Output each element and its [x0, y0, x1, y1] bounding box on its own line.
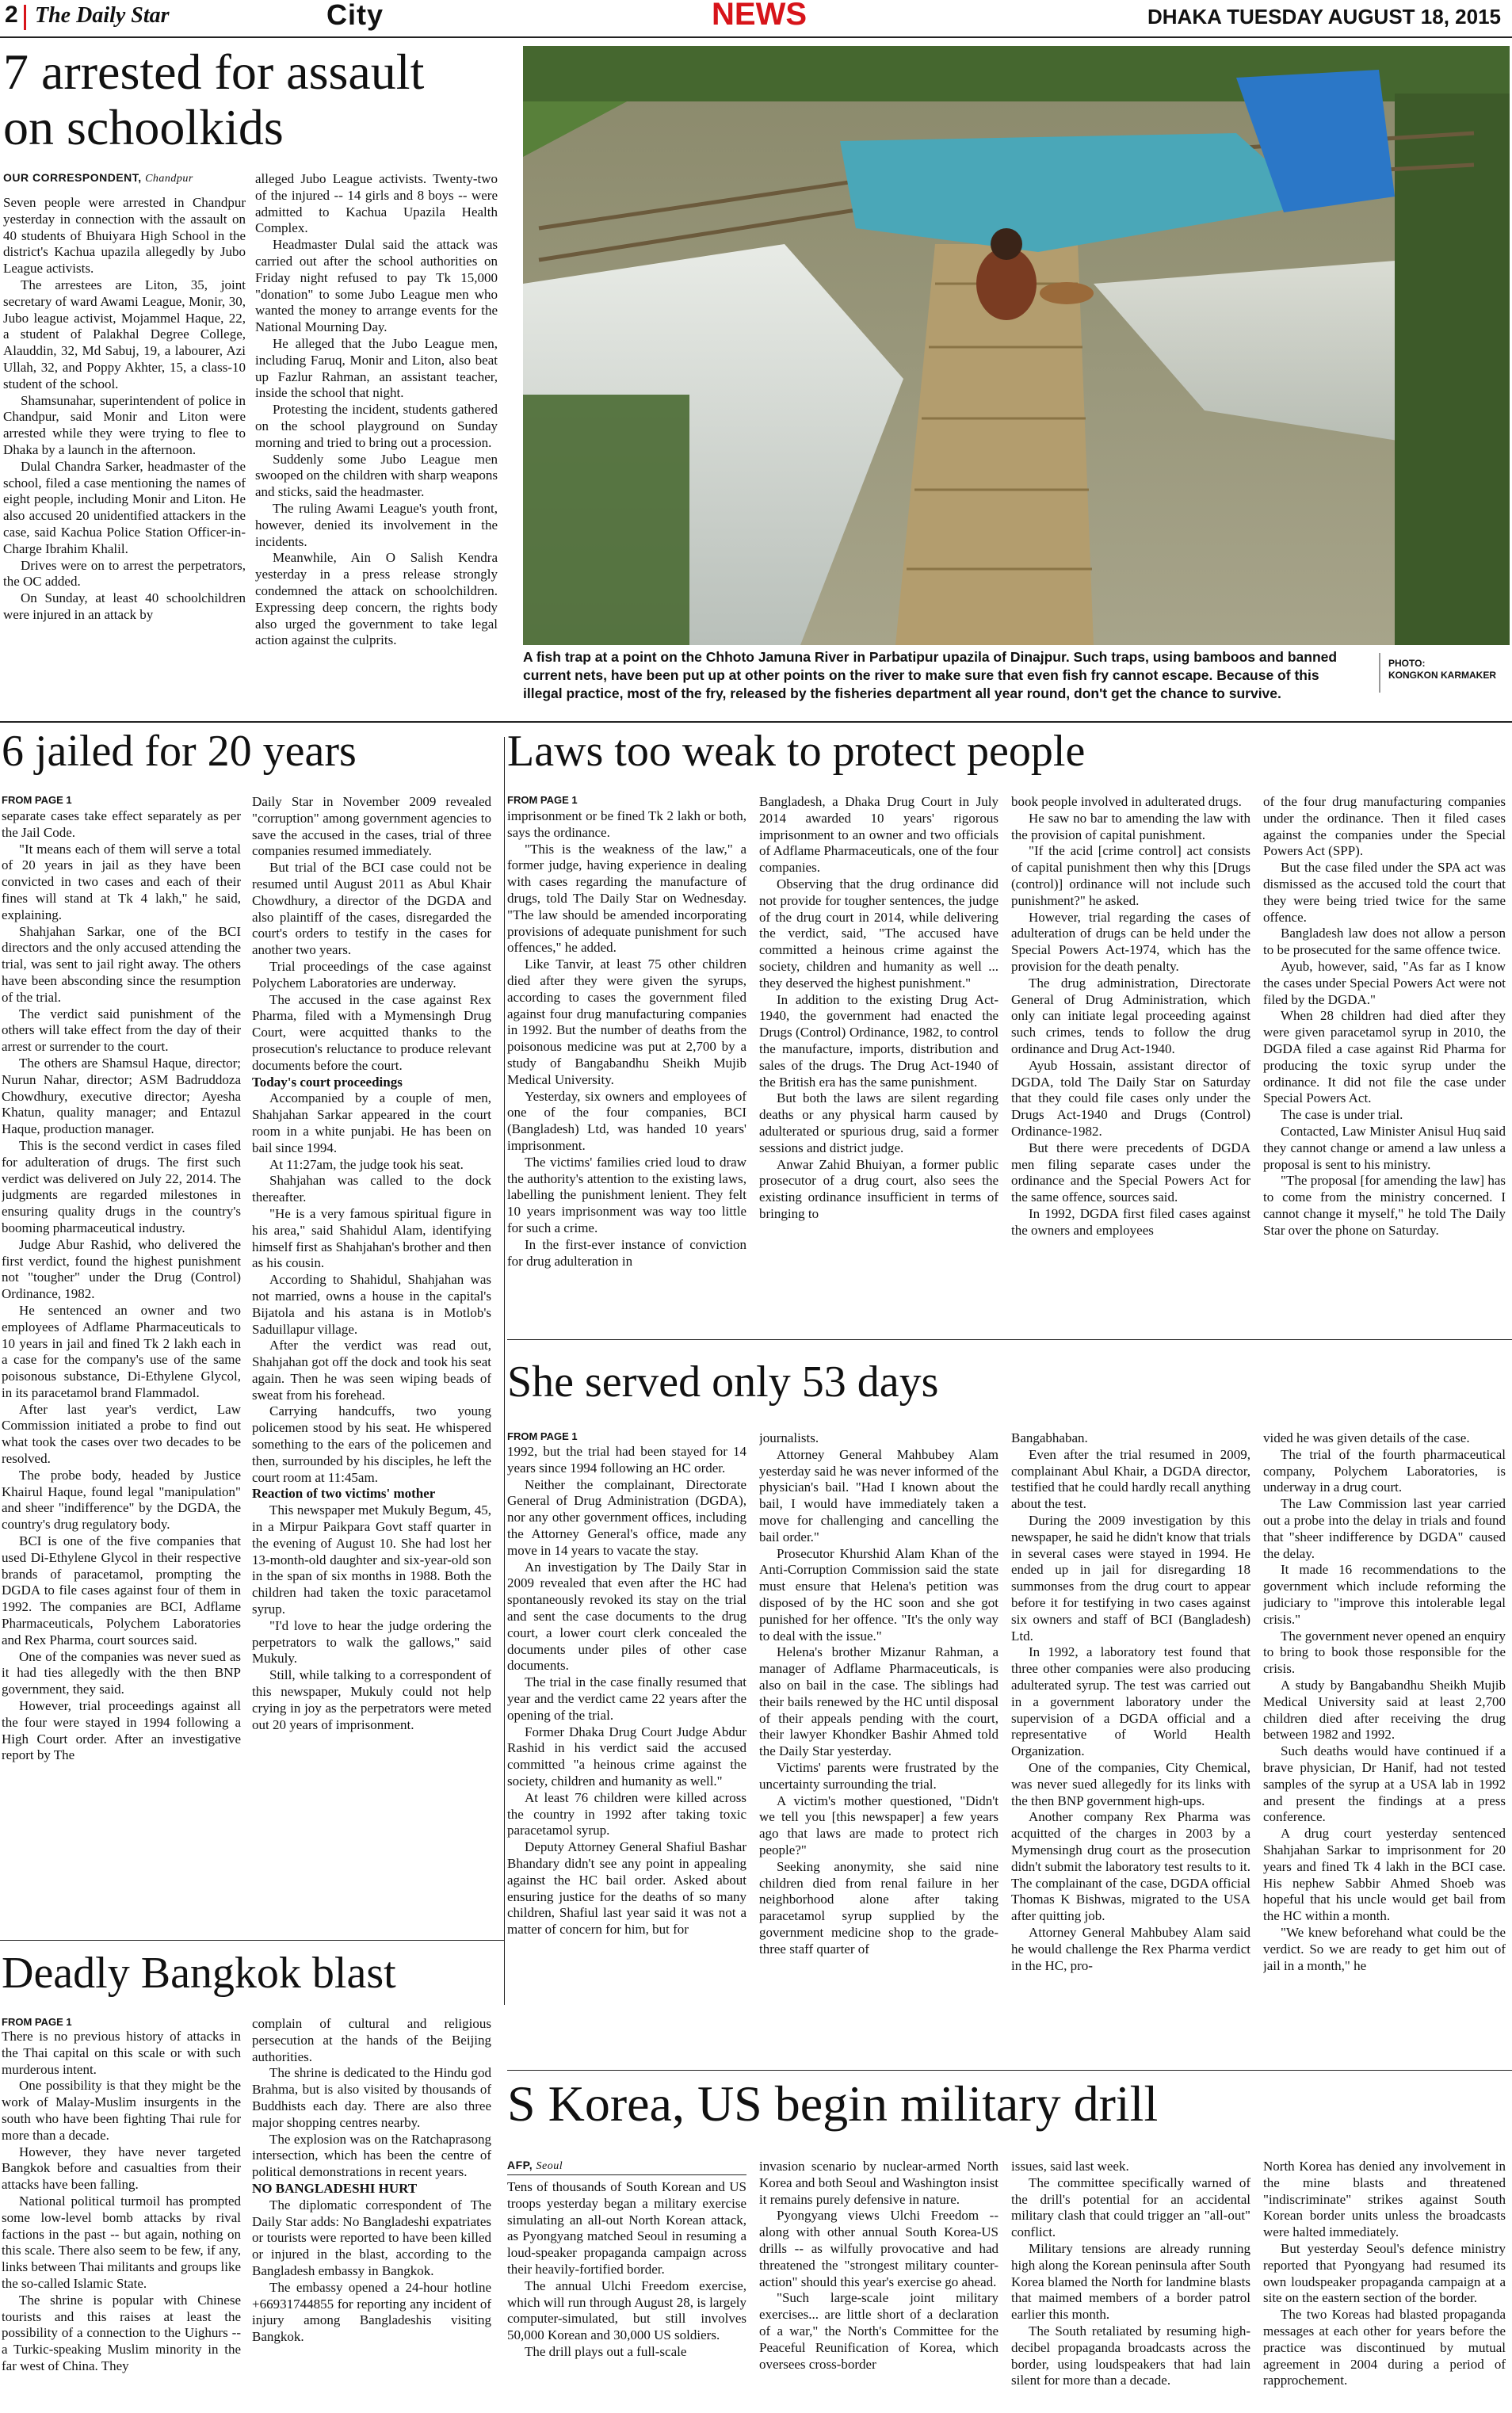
byline-rule: [507, 2174, 746, 2175]
body-paragraph: vided he was given details of the case.: [1263, 1430, 1470, 1445]
body-paragraph: He sentenced an owner and two employees of Adflame Pharmaceuticals to 10 years in jail and fined Tk 2 lakh each in a case for the company's use of the same poisonous substance, Di-Ethylene Glycol, in its paracetamol brand Flammadol.: [2, 1302, 241, 1400]
body-paragraph: 1992, but the trial had been stayed for 14 years since 1994 following an HC order.: [507, 1444, 746, 1476]
body-paragraph: Like Tanvir, at least 75 other children died after they were given the syrups, according to cases the government filed against four drug manufacturing companies in 1992. But the number of deaths from the poisonous medicine was put at 2,700 by a study of Bangabandhu Sheikh Mujib Medical University.: [507, 956, 746, 1087]
body-paragraph: separate cases take effect separately as per the Jail Code.: [2, 808, 241, 840]
body-paragraph: North Korea has denied any involvement in the mine blasts and threatened "indiscriminate" strikes against South Korean border units unless the broadcasts were halted immediately.: [1263, 2159, 1506, 2240]
story5-column-2: [252, 2016, 491, 2411]
body-paragraph: However, trial regarding the cases of adulteration of drugs can be held under the Special Powers Act-1974, which has the provision for the death penalty.: [1011, 909, 1250, 974]
body-paragraph: In 1992, a laboratory test found that three other companies were also producing adulterated syrup. The test was carried out in a government laboratory under the supervision of a DGDA official and a representative of World Health Organization.: [1011, 1644, 1250, 1759]
body-paragraph: Today's court proceedings: [252, 1074, 403, 1090]
story1-headline-line2: on schoolkids: [3, 99, 284, 155]
body-paragraph: In 1992, DGDA first filed cases against the owners and employees: [1011, 1205, 1250, 1238]
story3-headline: Laws too weak to protect people: [507, 727, 1086, 776]
body-paragraph: A victim's mother questioned, "Didn't we tell you [this newspaper] a few years ago that laws are made to protect rich people?": [759, 1793, 998, 1857]
body-paragraph: Shahjahan was called to the dock thereafter.: [252, 1173, 491, 1205]
story3-continued: FROM PAGE 1: [507, 794, 578, 806]
story1-headline-line1: 7 arrested for assault: [3, 44, 425, 100]
story6-column-2: [759, 2159, 998, 2411]
body-paragraph: Observing that the drug ordinance did not provide for tougher sentences, the judge of the drug court in 2014, while delivering the verdict, said, "The accused have committed a heinous crime against the society, children and humanity as well ... they deserved the highest punishment.": [759, 876, 998, 991]
body-paragraph: The Law Commission last year carried out a probe into the delay in trials and found that "sheer indifference by DGDA" caused the delay.: [1263, 1496, 1506, 1561]
story6-byline: [507, 2159, 563, 2173]
body-paragraph: Meanwhile, Ain O Salish Kendra yesterday in a press release strongly condemned the attack on schoolchildren. Expressing deep concern, the rights body also urged the government to take legal action against the culprits.: [255, 550, 498, 648]
body-paragraph: journalists.: [759, 1430, 819, 1445]
story4-column-4: [1263, 1430, 1506, 2062]
body-paragraph: It made 16 recommendations to the government which include reforming the judiciary to "improve this intolerable legal crisis.": [1263, 1562, 1506, 1627]
caption-rule: [1379, 653, 1380, 693]
story4-column-2: [759, 1430, 998, 2062]
body-paragraph: The shrine is popular with Chinese tourists and this raises at least the possibility of a connection to the Uighurs -- a Turkic-speaking Muslim minority in the far west of China. They: [2, 2292, 241, 2373]
edition-date: DHAKA TUESDAY AUGUST 18, 2015: [1147, 5, 1501, 29]
body-paragraph: Another company Rex Pharma was acquitted of the charges in 2003 by a Mymensingh drug court as the prosecution didn't submit the laboratory test results to it. The complainant of the case, DGDA official Thomas K Bishwas, migrated to the USA after quitting job.: [1011, 1809, 1250, 1924]
body-paragraph: The trial in the case finally resumed that year and the verdict came 22 years after the opening of the trial.: [507, 1674, 746, 1723]
body-paragraph: A drug court yesterday sentenced Shahjahan Sarkar to imprisonment for 20 years and fined Tk 4 lakh in the BCI case. His nephew Sabbir Ahmed Shoeb was hopeful that his uncle would get bail from the HC within a month.: [1263, 1826, 1506, 1924]
body-paragraph: The drill plays out a full-scale: [525, 2343, 687, 2359]
body-paragraph: The arrestees are Liton, 35, joint secretary of ward Awami League, Monir, 30, Jubo league activist, Mojammel Haque, 22, a student of Palakhal Degree College, Alauddin, 32, Md Sabuj, 19, a labourer, Azi Ullah, 32, and Poppy Akhter, 15, a class-10 student of the school.: [3, 277, 246, 391]
body-paragraph: Still, while talking to a correspondent of this newspaper, Mukuly could not help crying in joy as the perpetrators were meted out 20 years of imprisonment.: [252, 1667, 491, 1732]
body-paragraph: Daily Star in November 2009 revealed "corruption" among government agencies to save the accused in the cases, trial of three companies resumed immediately.: [252, 794, 491, 859]
body-paragraph: The annual Ulchi Freedom exercise, which will run through August 28, is largely computer-simulated, but still involves 50,000 Korean and 30,000 US soldiers.: [507, 2277, 746, 2343]
story4-column-1: [507, 1444, 746, 2062]
body-paragraph: But the case filed under the SPA act was dismissed as the accused told the court that they were being tried twice for the same offence.: [1263, 860, 1506, 925]
body-paragraph: The South retaliated by resuming high-decibel propaganda broadcasts across the border, using loudspeakers that had lain silent for more than a decade.: [1011, 2323, 1250, 2388]
byline-name: OUR CORRESPONDENT,: [3, 171, 142, 184]
body-paragraph: At least 76 children were killed across the country in 1992 after taking toxic paracetamol syrup.: [507, 1789, 746, 1838]
body-paragraph: Attorney General Mahbubey Alam yesterday said he was never informed of the physician's bail. "Had I known about the bail, I would have immediately taken a move for challenging and cancelling the bail order.": [759, 1446, 998, 1544]
body-paragraph: But there were precedents of DGDA men filing separate cases under the ordinance and the Special Powers Act for the same offence, sources said.: [1011, 1140, 1250, 1205]
body-paragraph: Seven people were arrested in Chandpur yesterday in connection with the assault on 40 students of Bhuiyara High School in the district's Kachua upazila allegedly by Jubo League activists.: [3, 195, 246, 277]
body-paragraph: The trial of the fourth pharmaceutical company, Polychem Laboratories, is underway in a drug court.: [1263, 1446, 1506, 1495]
body-paragraph: Attorney General Mahbubey Alam said he would challenge the Rex Pharma verdict in the HC, pro-: [1011, 1924, 1250, 1973]
body-paragraph: The verdict said punishment of the others will take effect from the day of their arrest or surrender to the court.: [2, 1006, 241, 1055]
body-paragraph: However, they have never targeted Bangkok before and casualties from their attacks have been falling.: [2, 2144, 241, 2193]
body-paragraph: However, trial proceedings against all the four were stayed in 1994 following a High Court order. After an investigative report by The: [2, 1698, 241, 1763]
byline-name: AFP,: [507, 2159, 533, 2171]
story6-column-4: [1263, 2159, 1506, 2411]
body-paragraph: The government never opened an enquiry to bring to book those responsible for the crisis.: [1263, 1628, 1506, 1677]
body-paragraph: Shahjahan Sarkar, one of the BCI directors and the only accused attending the trial, was sent to jail right away. The others have been absconding since the resumption of the trial.: [2, 923, 241, 1005]
byline-dateline: Seoul: [536, 2160, 563, 2172]
body-paragraph: Protesting the incident, students gathered on the school playground on Sunday morning and tried to bring out a procession.: [255, 402, 498, 450]
body-paragraph: After the verdict was read out, Shahjahan got off the dock and took his seat again. Then he was seen wiping beads of sweat from his forehead.: [252, 1338, 491, 1403]
body-paragraph: Yesterday, six owners and employees of one of the four companies, BCI (Bangladesh) Ltd, was handed 10 years' imprisonment.: [507, 1088, 746, 1153]
body-paragraph: Shamsunahar, superintendent of police in Chandpur, said Monir and Liton were arrested while they were trying to flee to Dhaka by a launch in the afternoon.: [3, 392, 246, 457]
body-paragraph: Accompanied by a couple of men, Shahjahan Sarkar appeared in the court room in a white punjabi. He has been on bail since 1994.: [252, 1090, 491, 1155]
body-paragraph: The probe body, headed by Justice Khairul Haque, found legal "manipulation" and sheer "indifference" by the DGDA, the country's drug regulatory body.: [2, 1467, 241, 1533]
body-paragraph: Victims' parents were frustrated by the uncertainty surrounding the trial.: [759, 1759, 998, 1792]
body-paragraph: Former Dhaka Drug Court Judge Abdur Rashid in his verdict said the accused committed "a heinous crime against the society, children and humanity as well.": [507, 1724, 746, 1789]
body-paragraph: Seeking anonymity, she said nine children died from renal failure in her neighborhood alone after taking paracetamol syrup supplied by the government medicine shop to the grade-three staff quarter of: [759, 1858, 998, 1957]
body-paragraph: An investigation by The Daily Star in 2009 revealed that even after the HC had spontaneously revoked its stay on the trial and sent the case documents to the drug court, a lower court clerk concealed the documents under piles of other case documents.: [507, 1559, 746, 1674]
body-paragraph: "It means each of them will serve a total of 20 years in jail as they have been convicted in two cases and each of their fines will stand at Tk 4 lakh," he said, explaining.: [2, 841, 241, 922]
body-paragraph: Deputy Attorney General Shafiul Bashar Bhandary didn't see any point in appealing against the HC bail order. Asked about ensuring justice for the deaths of so many children, Shafiul last year said it was not a matter of concern for him, but for: [507, 1839, 746, 1938]
body-paragraph: Pyongyang views Ulchi Freedom -- along with other annual South Korea-US drills -- as wilfully provocative and had threatened the "strongest military counter-action" should this year's exercise go ahead.: [759, 2208, 998, 2289]
body-paragraph: "He is a very famous spiritual figure in his area," said Shahidul Alam, identifying himself first as Shahjahan's brother and then as his cousin.: [252, 1205, 491, 1271]
section-name: City: [326, 0, 384, 31]
body-paragraph: The two Koreas had blasted propaganda messages at each other for years before the practice was discontinued by mutual agreement in 2004 during a period of rapprochement.: [1263, 2307, 1506, 2388]
body-paragraph: complain of cultural and religious persecution at the hands of the Beijing authorities.: [252, 2016, 491, 2064]
body-paragraph: One possibility is that they might be the work of Malay-Muslim insurgents in the south who have been fighting Thai rule for more than a decade.: [2, 2078, 241, 2143]
body-paragraph: "This is the weakness of the law," a former judge, having experience in dealing with cases regarding the manufacture of drugs, told The Daily Star on Wednesday. "The law should be amended incorporating provisions of adequate punishment for such offences," he added.: [507, 841, 746, 956]
body-paragraph: The case is under trial.: [1281, 1107, 1403, 1123]
body-paragraph: He saw no bar to amending the law with the provision of capital punishment.: [1011, 810, 1250, 842]
story2-continued: FROM PAGE 1: [2, 794, 72, 806]
body-paragraph: Drives were on to arrest the perpetrators, the OC added.: [3, 557, 246, 590]
body-paragraph: But both the laws are silent regarding deaths or any physical harm caused by adulterated or spurious drug, said a former sessions and district judge.: [759, 1090, 998, 1155]
body-paragraph: There is no previous history of attacks in the Thai capital on this scale or with such murderous intent.: [2, 2029, 241, 2077]
body-paragraph: The embassy opened a 24-hour hotline +66931744855 for reporting any incident of injury among Bangladeshis visiting Bangkok.: [252, 2279, 491, 2345]
story1-byline: [3, 171, 193, 185]
byline-dateline: Chandpur: [145, 173, 193, 185]
body-paragraph: The diplomatic correspondent of The Daily Star adds: No Bangladeshi expatriates or tourists were reported to have been killed or injured in the blast, according to the Bangladesh embassy in Bangkok.: [252, 2197, 491, 2278]
story6-column-3: [1011, 2159, 1250, 2411]
story6-column-1: [507, 2179, 746, 2411]
story3-column-1: [507, 808, 746, 1330]
body-paragraph: The drug administration, Directorate General of Drug Administration, which only can initiate legal proceeding against such crimes, tends to follow the drug ordinance and Drug Act-1940.: [1011, 975, 1250, 1056]
body-paragraph: Anwar Zahid Bhuiyan, a former public prosecutor of a drug court, also sees the existing ordinance insufficient in terms of bringing to: [759, 1156, 998, 1221]
body-paragraph: Prosecutor Khurshid Alam Khan of the Anti-Corruption Commission said the state must ensure that Helena's petition was disposed of by the HC soon and she got punished for her offence. "It's the only way to deal with the issue.": [759, 1545, 998, 1644]
story4-headline: She served only 53 days: [507, 1357, 939, 1407]
body-paragraph: National political turmoil has prompted some low-level bomb attacks by rival factions in the past -- but again, nothing on this scale. There also seem to be few, if any, links between Thai militants and groups like the so-called Islamic State.: [2, 2193, 241, 2291]
body-paragraph: "We knew beforehand what could be the verdict. So we are ready to get him out of jail in a month," he: [1263, 1924, 1506, 1973]
story5-continued: FROM PAGE 1: [2, 2016, 72, 2028]
body-paragraph: But trial of the BCI case could not be resumed until August 2011 as Abul Khair Chowdhury, a director of the DGDA and also plaintiff of the cases, disregarded the court's orders to testify in the cases for another two years.: [252, 860, 491, 958]
body-paragraph: This newspaper met Mukuly Begum, 45, in a Mirpur Paikpara Govt staff quarter in the evening of August 10. She had lost her 13-month-old daughter and six-year-old son in the span of six months in 1988. Both the children had taken the toxic paracetamol syrup.: [252, 1502, 491, 1617]
photo-illustration: [523, 46, 1510, 645]
fish-trap-photo: [523, 46, 1510, 645]
body-paragraph: invasion scenario by nuclear-armed North Korea and both Seoul and Washington insist it remains purely defensive in nature.: [759, 2159, 998, 2207]
body-paragraph: BCI is one of the five companies that used Di-Ethylene Glycol in their respective brands of paracetamol, prompting the DGDA to file cases against four of them in 1992. The companies are BCI, Adflame Pharmaceuticals, Polychem Laboratories and Rex Pharma, court sources said.: [2, 1533, 241, 1647]
body-paragraph: In addition to the existing Drug Act-1940, the government had enacted the Drugs (Control) Ordinance, 1982, to control the manufacture, imports, distribution and sales of the drugs. The Drug Act-1940 of the British era has the same punishment.: [759, 991, 998, 1090]
story2-column-2: [252, 794, 491, 1926]
body-paragraph: Carrying handcuffs, two young policemen stood by his seat. He whispered something to the ears of the policemen and then, surrounded by his disciples, he left the court room at 11:45am.: [252, 1403, 491, 1485]
body-paragraph: Trial proceedings of the case against Polychem Laboratories are underway.: [252, 958, 491, 991]
body-paragraph: Ayub, however, said, "As far as I know the cases under Special Powers Act were not filed by the DGDA.": [1263, 958, 1506, 1007]
body-paragraph: "Such large-scale joint military exercises... are little short of a declaration of a war," the North's Committee for the Peaceful Reunification of Korea, which oversees cross-border: [759, 2290, 998, 2372]
photo-credit: [1388, 658, 1496, 682]
newspaper-logo: The Daily Star: [35, 3, 170, 28]
body-paragraph: A study by Bangabandhu Sheikh Mujib Medical University said at least 2,700 children died after receiving the drug between 1982 and 1992.: [1263, 1677, 1506, 1743]
section-rule-3: [0, 1940, 504, 1941]
story4-continued: FROM PAGE 1: [507, 1430, 578, 1442]
body-paragraph: The ruling Awami League's youth front, however, denied its involvement in the incidents.: [255, 500, 498, 549]
body-paragraph: Neither the complainant, Directorate General of Drug Administration (DGDA), nor any other government offices, including the Attorney General's office, made any move in 14 years to vacate the stay.: [507, 1476, 746, 1558]
body-paragraph: alleged Jubo League activists. Twenty-two of the injured -- 14 girls and 8 boys -- were admitted to Kachua Upazila Health Complex.: [255, 171, 498, 236]
story1-column-1: [3, 195, 246, 705]
column-rule: [504, 737, 505, 2005]
body-paragraph: issues, said last week.: [1011, 2159, 1129, 2174]
body-paragraph: Reaction of two victims' mother: [252, 1486, 436, 1502]
body-paragraph: Military tensions are already running high along the Korean peninsula after South Korea blamed the North for landmine blasts that maimed members of a border patrol earlier this month.: [1011, 2240, 1250, 2323]
body-paragraph: Helena's brother Mizanur Rahman, a manager of Adflame Pharmaceuticals, is also on bail in the case. The siblings had their bails renewed by the HC until disposal of their appeals pending with the court, their lawyer Khondker Bashir Ahmed told the Daily Star yesterday.: [759, 1644, 998, 1759]
body-paragraph: He alleged that the Jubo League men, including Faruq, Monir and Liton, also beat up Fazlur Rahman, an assistant teacher, inside the school that night.: [255, 335, 498, 401]
masthead-divider: [24, 5, 26, 30]
section-rule-2: [507, 1339, 1512, 1340]
body-paragraph: "I'd love to hear the judge ordering the perpetrators to walk the gallows," said Mukuly.: [252, 1617, 491, 1667]
body-paragraph: During the 2009 investigation by this newspaper, he said he didn't know that trials in several cases were stayed in 1994. He ended up in jail for disregarding 18 summonses from the drug court to appear before it for testifying in two cases against six owners and staff of BCI (Bangladesh) Ltd.: [1011, 1512, 1250, 1644]
body-paragraph: When 28 children had died after they were given paracetamol syrup in 2010, the DGDA filed a case against Rid Pharma for producing the toxic syrup under the ordinance. It did not file the case under Special Powers Act.: [1263, 1008, 1506, 1106]
story1-column-2: [255, 171, 498, 705]
body-paragraph: One of the companies, City Chemical, was never sued allegedly for its links with the then BNP government high-ups.: [1011, 1759, 1250, 1808]
story3-column-3: [1011, 794, 1250, 1330]
body-paragraph: of the four drug manufacturing companies under the ordinance. Then it filed cases against the companies under the Special Powers Act (SPP).: [1263, 794, 1506, 859]
body-paragraph: Headmaster Dulal said the attack was carried out after the school authorities on Friday night refused to pay Tk 15,000 "donation" to some Jubo League men who wanted the money to arrange events for the National Mourning Day.: [255, 237, 498, 335]
body-paragraph: This is the second verdict in cases filed for adulteration of drugs. The first such verdict was delivered on July 22, 2014. The judgments are regarded milestones in ensuring quality drugs in the country's booming pharmaceutical industry.: [2, 1137, 241, 1235]
body-paragraph: The explosion was on the Ratchaprasong intersection, which has been the centre of political demonstrations in recent years.: [252, 2131, 491, 2180]
body-paragraph: NO BANGLADESHI HURT: [252, 2180, 418, 2196]
body-paragraph: Suddenly some Jubo League men swooped on the children with sharp weapons and sticks, said the headmaster.: [255, 451, 498, 500]
body-paragraph: imprisonment or be fined Tk 2 lakh or both, says the ordinance.: [507, 808, 746, 840]
body-paragraph: Bangladesh law does not allow a person to be prosecuted for the same offence twice.: [1263, 926, 1506, 958]
page-number: 2: [5, 2, 18, 28]
body-paragraph: One of the companies was never sued as it had ties allegedly with the then BNP government, they said.: [2, 1648, 241, 1697]
body-paragraph: Tens of thousands of South Korean and US troops yesterday began a military exercise simulating an all-out North Korean attack, as Pyongyang matched Seoul in resuming a loud-speaker propaganda campaign across their heavily-fortified border.: [507, 2179, 746, 2277]
story5-headline: Deadly Bangkok blast: [2, 1949, 396, 1998]
body-paragraph: The shrine is dedicated to the Hindu god Brahma, but is also visited by thousands of Buddhists each day. There are also three major shopping centres nearby.: [252, 2065, 491, 2130]
body-paragraph: In the first-ever instance of conviction for drug adulteration in: [507, 1236, 746, 1269]
body-paragraph: But yesterday Seoul's defence ministry reported that Pyongyang had resumed its own loudspeaker propaganda campaign at a site on the eastern section of the border.: [1263, 2240, 1506, 2306]
credit-label: PHOTO:: [1388, 658, 1426, 669]
body-paragraph: According to Shahidul, Shahjahan was not married, owns a house in the capital's Bijatola and his astana is in Motlob's Saduillapur village.: [252, 1272, 491, 1337]
story3-column-2: [759, 794, 998, 1330]
body-paragraph: Contacted, Law Minister Anisul Huq said they cannot change or amend a law unless a proposal is sent to his ministry.: [1263, 1123, 1506, 1172]
section-rule: [0, 721, 1512, 723]
credit-name: KONGKON KARMAKER: [1388, 670, 1496, 681]
body-paragraph: Such deaths would have continued if a brave physician, Dr Hanif, had not tested samples of the syrup at a USA lab in 1992 and present the findings at a press conference.: [1263, 1743, 1506, 1825]
body-paragraph: Dulal Chandra Sarker, headmaster of the school, filed a case mentioning the names of eight people, including Monir and Liton. He also accused 20 unidentified attackers in the case, said Kachua Police Station Officer-in-Charge Ibrahim Khalil.: [3, 458, 246, 556]
body-paragraph: On Sunday, at least 40 schoolchildren were injured in an attack by: [3, 590, 246, 622]
story5-column-1: [2, 2029, 241, 2411]
body-paragraph: The others are Shamsul Haque, director; Nurun Nahar, director; ASM Badruddoza Chowdhury, executive director; Ayesha Khatun, quality manager; and Entazul Haque, production manager.: [2, 1055, 241, 1137]
body-paragraph: Ayub Hossain, assistant director of DGDA, told The Daily Star on Saturday that they could file cases only under the Drugs Act-1940 and Drugs (Control) Ordinance-1982.: [1011, 1057, 1250, 1139]
body-paragraph: "The proposal [for amending the law] has to come from the ministry concerned. I cannot change it myself," he told The Daily Star over the phone on Saturday.: [1263, 1173, 1506, 1238]
section-rule-4: [507, 2070, 1512, 2071]
body-paragraph: At 11:27am, the judge took his seat.: [269, 1156, 464, 1172]
story2-headline: 6 jailed for 20 years: [2, 727, 357, 776]
news-banner: NEWS: [712, 0, 807, 32]
story4-column-3: [1011, 1430, 1250, 2062]
body-paragraph: book people involved in adulterated drugs.: [1011, 794, 1242, 809]
body-paragraph: Bangabhaban.: [1011, 1430, 1088, 1445]
body-paragraph: After last year's verdict, Law Commission initiated a probe to find out what took the cases over two decades to be resolved.: [2, 1401, 241, 1467]
masthead: [0, 0, 1512, 38]
body-paragraph: "If the acid [crime control] act consists of capital punishment then why this [Drugs (control)] ordinance will not include such punishment?" he asked.: [1011, 843, 1250, 908]
body-paragraph: Judge Abur Rashid, who delivered the first verdict, found the highest punishment not "tougher" under the Drug (Control) Ordinance, 1982.: [2, 1236, 241, 1302]
story3-column-4: [1263, 794, 1506, 1330]
body-paragraph: The committee specifically warned of the drill's potential for an accidental military clash that could trigger an "all-out" conflict.: [1011, 2174, 1250, 2240]
story6-headline: S Korea, US begin military drill: [507, 2075, 1159, 2132]
photo-caption: A fish trap at a point on the Chhoto Jamuna River in Parbatipur upazila of Dinajpur. Such traps, using bamboos and banned current nets, have been put up at other points on the river to make sure that even fish fry cannot escape. Because of this illegal practice, most of the fry, released by the fisheries department all year round, don't get the chance to survive.: [523, 649, 1338, 701]
body-paragraph: The accused in the case against Rex Pharma, filed with a Mymensingh Drug Court, were acquitted thanks to the prosecution's reluctance to produce relevant documents before the court.: [252, 991, 491, 1073]
body-paragraph: Bangladesh, a Dhaka Drug Court in July 2014 awarded 10 years' rigorous imprisonment to an owner and two officials of Adflame Pharmaceuticals, one of the four companies.: [759, 794, 998, 876]
body-paragraph: Even after the trial resumed in 2009, complainant Abul Khair, a DGDA director, testified that he could hardly recall anything about the test.: [1011, 1446, 1250, 1512]
story2-column-1: [2, 808, 241, 1926]
body-paragraph: The victims' families cried loud to draw the authority's attention to the existing laws, labelling the punishment lenient. They felt 10 years imprisonment was way too little for such a crime.: [507, 1154, 746, 1235]
